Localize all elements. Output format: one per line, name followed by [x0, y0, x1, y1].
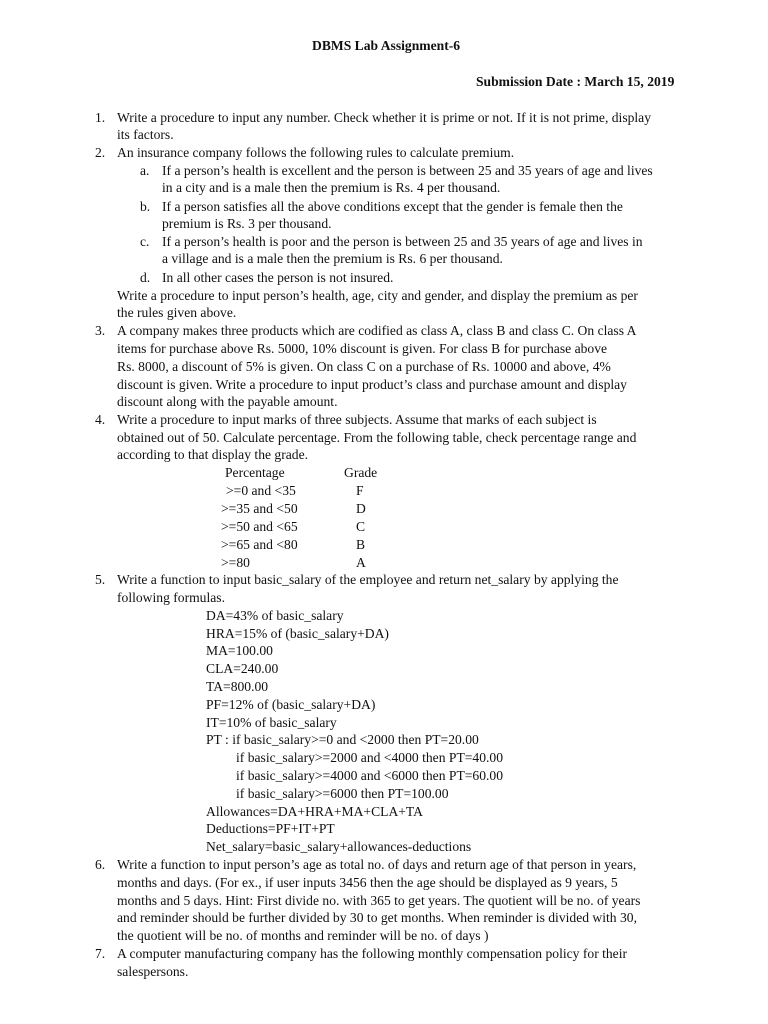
question-2-outro-line-2: the rules given above. [117, 305, 237, 320]
sub-item-label-d: d. [140, 270, 151, 285]
sub-item-label-a: a. [140, 163, 150, 178]
question-number-7: 7. [95, 946, 106, 961]
question-7-line-2: salespersons. [117, 964, 189, 979]
question-1-line-1: Write a procedure to input any number. Check whether it is prime or not. If it is not prime, display [117, 110, 652, 125]
formula-line: CLA=240.00 [206, 661, 279, 676]
question-2-intro: An insurance company follows the following rules to calculate premium. [117, 145, 515, 160]
grade-table-grade: B [356, 537, 366, 552]
sub-item-b-line-2: premium is Rs. 3 per thousand. [162, 216, 332, 231]
grade-table-range: >=50 and <65 [221, 519, 298, 534]
formula-line: DA=43% of basic_salary [206, 608, 344, 623]
pt-condition-line: if basic_salary>=4000 and <6000 then PT=60.00 [236, 768, 504, 783]
grade-table-grade: C [356, 519, 366, 534]
sub-item-a-line-1: If a person’s health is excellent and the person is between 25 and 35 years of age and lives [162, 163, 653, 178]
formula-total-line: Deductions=PF+IT+PT [206, 821, 335, 836]
question-6-line-4: and reminder should be further divided by 30 to get months. When reminder is divided with 30, [117, 910, 637, 925]
formula-line: HRA=15% of (basic_salary+DA) [206, 626, 389, 641]
question-4-line-2: obtained out of 50. Calculate percentage. From the following table, check percentage range and [117, 430, 637, 445]
formula-total-line: Net_salary=basic_salary+allowances-deductions [206, 839, 472, 854]
grade-table-grade: A [356, 555, 366, 570]
question-4-line-3: according to that display the grade. [117, 447, 309, 462]
sub-item-c-line-2: a village and is a male then the premium is Rs. 6 per thousand. [162, 251, 503, 266]
question-number-5: 5. [95, 572, 106, 587]
question-3-line-2: items for purchase above Rs. 5000, 10% discount is given. For class B for purchase above [117, 341, 608, 356]
question-7-line-1: A computer manufacturing company has the following monthly compensation policy for their [117, 946, 628, 961]
sub-item-d-line-1: In all other cases the person is not insured. [162, 270, 394, 285]
question-number-1: 1. [95, 110, 106, 125]
question-1-line-2: its factors. [117, 127, 174, 142]
grade-table-grade: D [356, 501, 366, 516]
question-number-3: 3. [95, 323, 106, 338]
question-number-4: 4. [95, 412, 106, 427]
question-6-line-2: months and days. (For ex., if user inputs 3456 then the age should be displayed as 9 years, 5 [117, 875, 618, 890]
question-6-line-5: the quotient will be no. of months and reminder will be no. of days ) [117, 928, 489, 943]
question-3-line-4: discount is given. Write a procedure to input product’s class and purchase amount and display [117, 377, 627, 392]
question-3-line-3: Rs. 8000, a discount of 5% is given. On class C on a purchase of Rs. 10000 and above, 4% [117, 359, 611, 374]
sub-item-a-line-2: in a city and is a male then the premium is Rs. 4 per thousand. [162, 180, 501, 195]
grade-table-range: >=0 and <35 [226, 483, 296, 498]
sub-item-b-line-1: If a person satisfies all the above conditions except that the gender is female then the [162, 199, 623, 214]
submission-date: Submission Date : March 15, 2019 [476, 74, 675, 89]
formula-line: TA=800.00 [206, 679, 269, 694]
grade-table-grade: F [356, 483, 364, 498]
question-number-2: 2. [95, 145, 106, 160]
formula-total-line: Allowances=DA+HRA+MA+CLA+TA [206, 804, 423, 819]
formula-line: PF=12% of (basic_salary+DA) [206, 697, 376, 712]
question-6-line-3: months and 5 days. Hint: First divide no. with 365 to get years. The quotient will be no. of years [117, 893, 641, 908]
question-2-outro-line-1: Write a procedure to input person’s health, age, city and gender, and display the premium as per [117, 288, 638, 303]
formula-line: MA=100.00 [206, 643, 273, 658]
question-5-line-1: Write a function to input basic_salary of the employee and return net_salary by applying the [117, 572, 619, 587]
sub-item-c-line-1: If a person’s health is poor and the person is between 25 and 35 years of age and lives in [162, 234, 643, 249]
question-6-line-1: Write a function to input person’s age as total no. of days and return age of that person in years, [117, 857, 637, 872]
formula-line: PT : if basic_salary>=0 and <2000 then PT=20.00 [206, 732, 479, 747]
grade-table-header-grade: Grade [344, 465, 378, 480]
sub-item-label-c: c. [140, 234, 150, 249]
question-number-6: 6. [95, 857, 106, 872]
grade-table-range: >=35 and <50 [221, 501, 298, 516]
question-4-line-1: Write a procedure to input marks of three subjects. Assume that marks of each subject is [117, 412, 597, 427]
pt-condition-line: if basic_salary>=6000 then PT=100.00 [236, 786, 449, 801]
question-5-line-2: following formulas. [117, 590, 225, 605]
formula-line: IT=10% of basic_salary [206, 715, 337, 730]
grade-table-range: >=80 [221, 555, 250, 570]
grade-table-range: >=65 and <80 [221, 537, 298, 552]
grade-table-header-percentage: Percentage [225, 465, 285, 480]
pt-condition-line: if basic_salary>=2000 and <4000 then PT=40.00 [236, 750, 504, 765]
question-3-line-1: A company makes three products which are codified as class A, class B and class C. On class A [117, 323, 637, 338]
question-3-line-5: discount along with the payable amount. [117, 394, 338, 409]
document-title: DBMS Lab Assignment-6 [312, 38, 461, 53]
sub-item-label-b: b. [140, 199, 151, 214]
